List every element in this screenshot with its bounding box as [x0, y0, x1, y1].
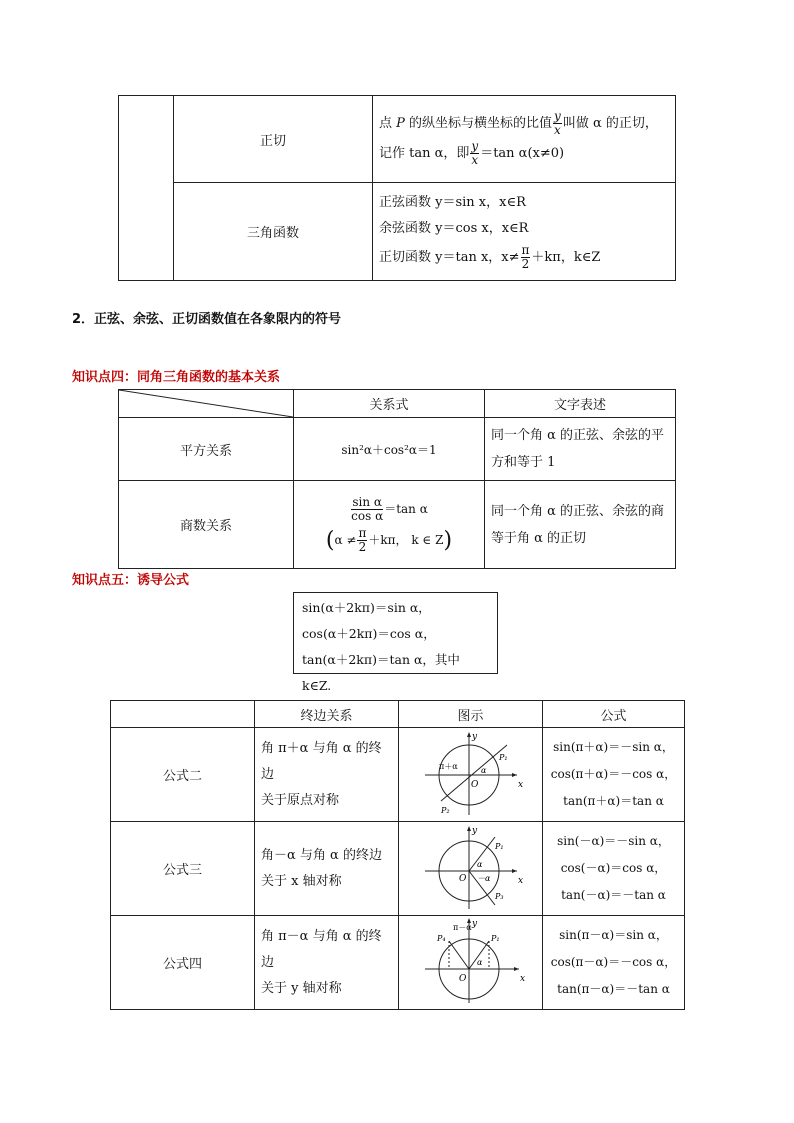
kp5-heading: 知识点五：诱导公式 [72, 573, 190, 588]
formula-2-diagram [399, 728, 543, 822]
basic-relations-table [118, 389, 676, 569]
tan-periodicity: tan(α＋2kπ)＝tan α，其中 k∈Z. [302, 652, 460, 693]
tangent-equation: ＝tan α(x≠0) [480, 146, 565, 161]
p2-label: P₂ [440, 805, 450, 815]
header-formula: 关系式 [294, 390, 485, 418]
formula-2-relation: 角 π＋α 与角 α 的终边 关于原点对称 [255, 728, 399, 822]
tangent-name-cell [174, 96, 373, 183]
formulas-header-formula: 公式 [543, 701, 685, 728]
x-axis-label: x [517, 875, 523, 886]
trig-functions-name-cell [174, 183, 373, 281]
angle-2-label: α [480, 765, 486, 775]
angle-1-label: π－α [452, 922, 472, 932]
formula-3-formulas: sin(－α)＝－sin α， cos(－α)＝cos α， tan(－α)＝－tan α [543, 822, 685, 916]
quotient-relation-label: 商数关系 [119, 481, 294, 569]
angle-2-label: α [476, 957, 482, 967]
y-axis-label: y [471, 731, 477, 742]
pi-over-2-fraction: $\frac{\pi}{2}$ [521, 242, 530, 271]
x-axis-symmetry-diagram [411, 823, 531, 911]
formula-2-formulas: sin(π＋α)＝－sin α， cos(π＋α)＝－cos α， tan(π＋α)＝tan α [543, 728, 685, 822]
diagonal-header-cell [119, 390, 294, 418]
formula-4-diagram [399, 916, 543, 1010]
tangent-def-text-2: 的纵坐标与横坐标的比值 [404, 116, 553, 131]
periodicity-formula-box [293, 592, 498, 693]
p3-label: P₃ [494, 891, 504, 901]
tangent-def-text-1: 点 [379, 116, 397, 131]
square-relation-description: 同一个角 α 的正弦、余弦的平方和等于 1 [485, 418, 676, 481]
quotient-condition: (α ≠ $\frac{\pi}{2}$ ＋kπ， k ∈ Z) [325, 525, 453, 554]
p4-label: P₄ [436, 933, 446, 943]
section-2-heading: 2．正弦、余弦、正切函数值在各象限内的符号 [72, 312, 342, 327]
p1-label: P₁ [490, 933, 500, 943]
trig-functions-label: 三角函数 [246, 226, 299, 241]
y-over-x-fraction: $\frac{y}{x}$ [554, 109, 561, 137]
formula-3-diagram [399, 822, 543, 916]
formula-4-formulas: sin(π－α)＝sin α， cos(π－α)＝－cos α， tan(π－α)＝－tan α [543, 916, 685, 1010]
x-axis-label: x [519, 973, 525, 984]
cos-periodicity: cos(α＋2kπ)＝cos α， [302, 626, 436, 641]
formulas-header-relation: 终边关系 [255, 701, 399, 728]
origin-label: O [470, 779, 478, 790]
angle-1-label: α [476, 859, 482, 869]
sine-function-line: 正弦函数 y＝sin x，x∈R [379, 194, 526, 210]
y-axis-label: y [471, 825, 477, 836]
angle-2-label: －α [476, 873, 490, 883]
y-axis-label: y [471, 918, 477, 929]
formula-3-name: 公式三 [111, 822, 255, 916]
tangent-label: 正切 [259, 133, 286, 149]
kp4-heading: 知识点四：同角三角函数的基本关系 [72, 370, 281, 385]
trig-functions-cell [373, 183, 676, 281]
point-p: P [396, 116, 405, 131]
quotient-relation-description: 同一个角 α 的正弦、余弦的商等于角 α 的正切 [485, 481, 676, 569]
sin-periodicity: sin(α＋2kπ)＝sin α， [302, 600, 431, 615]
x-axis-label: x [517, 779, 523, 790]
cosine-function-line: 余弦函数 y＝cos x，x∈R [379, 220, 529, 236]
square-relation-label: 平方关系 [119, 418, 294, 481]
tangent-def-text-3: 叫做 α 的正切， [562, 116, 658, 131]
origin-label: O [458, 873, 466, 884]
induction-formulas-table [110, 700, 685, 1010]
quotient-relation-formula [294, 481, 485, 569]
formula-4-relation: 角 π－α 与角 α 的终边 关于 y 轴对称 [255, 916, 399, 1010]
origin-symmetry-diagram [411, 729, 531, 817]
tangent-definition-cell [373, 96, 676, 183]
origin-label: O [458, 973, 466, 984]
diagonal-line [119, 390, 293, 417]
formulas-header-blank [111, 701, 255, 728]
p1-label: P₁ [494, 841, 504, 851]
y-axis-symmetry-diagram [411, 917, 531, 1005]
formula-4-name: 公式四 [111, 916, 255, 1010]
formulas-header-diagram: 图示 [399, 701, 543, 728]
tangent-function-line: 正切函数 y＝tan x，x≠ $\frac{\pi}{2}$ ＋kπ，k∈Z [379, 242, 601, 271]
p1-label: P₁ [498, 752, 508, 762]
angle-1-label: π＋α [438, 761, 458, 771]
header-description: 文字表述 [485, 390, 676, 418]
y-over-x-fraction-2: $\frac{y}{x}$ [471, 139, 479, 167]
square-relation-formula: sin²α＋cos²α＝1 [294, 418, 485, 481]
blank-column-cell [119, 96, 174, 281]
tangent-notation-text: 记作 tan α，即 [379, 146, 470, 161]
trig-definition-table [118, 95, 676, 281]
formula-3-relation: 角－α 与角 α 的终边 关于 x 轴对称 [255, 822, 399, 916]
formula-2-name: 公式二 [111, 728, 255, 822]
quotient-formula: $\frac{\text{sin α}}{\text{cos α}}$ ＝tan α [351, 494, 428, 523]
